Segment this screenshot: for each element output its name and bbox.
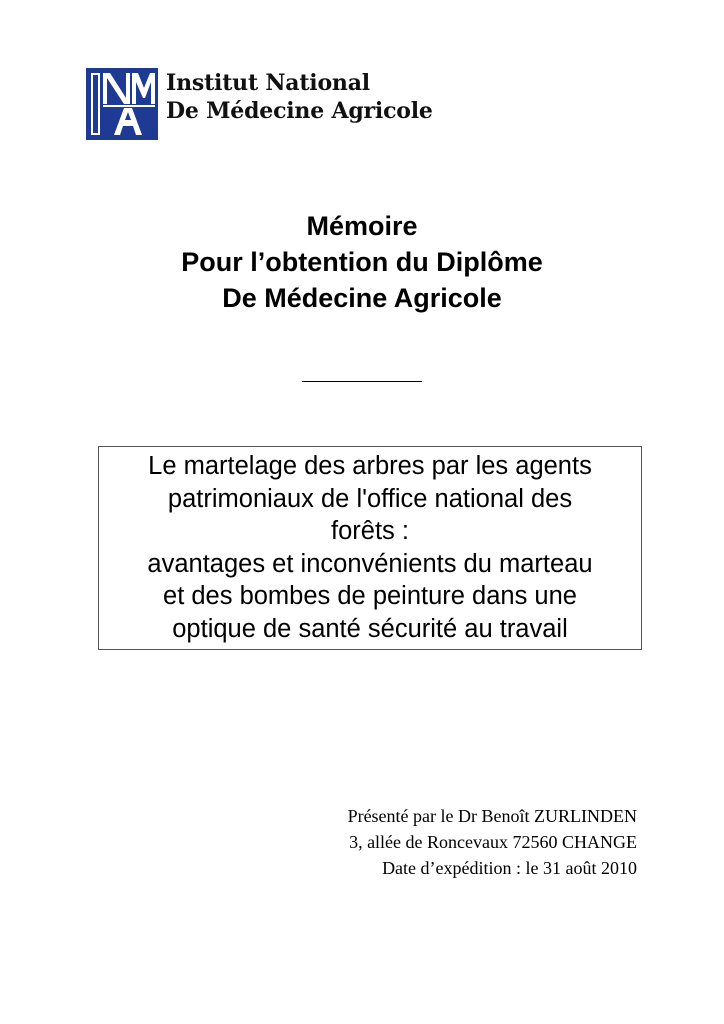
subject-line-2: patrimoniaux de l'office national des	[167, 484, 573, 513]
logo-line-2: De Médecine Agricole	[166, 98, 433, 124]
title-line-3: De Médecine Agricole	[222, 283, 502, 313]
document-title	[0, 208, 724, 316]
title-separator	[302, 381, 422, 382]
author-info	[348, 803, 637, 881]
subject-line-3: forêts :	[331, 517, 409, 545]
institution-logo	[86, 68, 433, 142]
title-line-1: Mémoire	[306, 211, 418, 241]
subject-line-1: Le martelage des arbres par les agents	[148, 452, 592, 480]
subject-line-5: et des bombes de peinture dans une	[163, 582, 577, 610]
title-line-2: Pour l’obtention du Diplôme	[181, 247, 543, 277]
logo-text	[166, 69, 433, 125]
subject-line-6: optique de santé sécurité au travail	[172, 614, 568, 643]
dispatch-date: Date d’expédition : le 31 août 2010	[382, 858, 637, 878]
presented-by: Présenté par le Dr Benoît ZURLINDEN	[347, 806, 637, 826]
inma-monogram-icon	[86, 68, 158, 140]
subject-box	[98, 446, 642, 650]
logo-line-1: Institut National	[166, 70, 370, 96]
author-address: 3, allée de Roncevaux 72560 CHANGE	[349, 832, 637, 852]
subject-line-4: avantages et inconvénients du marteau	[147, 549, 593, 578]
